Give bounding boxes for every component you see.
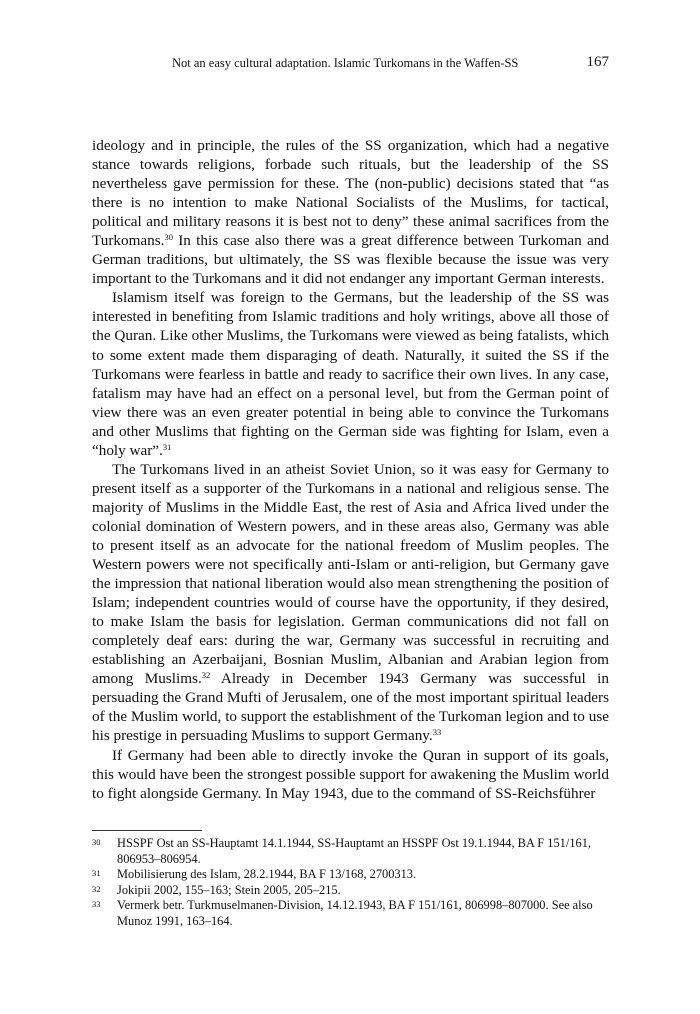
paragraph [92,288,609,459]
page-number: 167 [586,54,609,70]
footnote [92,883,609,899]
footnote-number: 33 [92,899,101,910]
footnote-reference: 31 [162,441,172,452]
paragraph-text: The Turkomans lived in an atheist Soviet Union, so it was easy for Germany to present itself as a supporter of the Turkomans in a national and religious sense. The majority of Muslims in the Middle East, the rest of Asia and Africa lived under the colonial domination of Western powers, and in these areas also, Germany was able to present itself as an advocate for the national freedom of Muslim peoples. The Western powers were not specifically anti-Islam or anti-religion, but Germany gave the impression that national liberation would also mean strengthening the position of Islam; independent countries would of course have the opportunity, if they desired, to make Islam the basis for legislation. German communications did not fall on completely deaf ears: during the war, Germany was successful in recruiting and establishing an Azerbaijani, Bosnian Muslim, Albanian and Arabian legion from among Muslims. [92,460,609,688]
paragraph-text: Islamism itself was foreign to the Germans, but the leadership of the SS was interested in benefiting from Islamic traditions and holy writings, above all those of the Quran. Like other Muslims, the Turkomans were viewed as being fatalists, which to some extent made them disparaging of death. Naturally, it suited the SS if the Turkomans were fearless in battle and ready to sacrifice their own lives. In any case, fatalism may have had an effect on a personal level, but from the German point of view there was an even greater potential in being able to convince the Turkomans and other Muslims that fighting on the German side was fighting for Islam, even a “holy war”. [92,289,609,459]
footnote-number: 31 [92,868,101,879]
paragraph [92,460,609,746]
paragraph-text: ideology and in principle, the rules of the SS organization, which had a negative stance towards religions, forbade such rituals, but the leadership of the SS nevertheless gave permission for these. The (non-public) decisions stated that “as there is no intention to make National Socialists of the Muslims, for tactical, political and military reasons it is best not to deny” these animal sacrifices from the Turkomans. [92,137,609,250]
body-text [92,136,609,803]
footnote-reference: 33 [432,727,442,738]
footnote-number: 30 [92,837,101,847]
paragraph [92,136,609,288]
footnote [92,867,609,883]
footnote-text: Vermerk betr. Turkmuselmanen-Division, 14.12.1943, BA F 151/161, 806998–807000. See also Munoz 1991, 163–164. [117,898,593,928]
footnote-text: Mobilisierung des Islam, 28.2.1944, BA F 13/168, 2700313. [117,867,417,882]
footnote-reference: 32 [201,670,211,681]
paragraph-text: In this case also there was a great difference between Turkoman and German traditions, but ultimately, the SS was flexible because the issue was very important to the Turkomans and it did not endanger any important German interests. [92,232,609,288]
footnote-text: HSSPF Ost an SS-Hauptamt 14.1.1944, SS-Hauptamt an HSSPF Ost 19.1.1944, BA F 151/161, 806953–806954. [117,836,592,866]
paragraph-text: If Germany had been able to directly invoke the Quran in support of its goals, this would have been the strongest possible support for awakening the Muslim world to fight alongside Germany. In May 1943, due to the command of SS-Reichsführer [92,746,609,802]
footnote [92,898,609,929]
running-header [92,55,609,75]
running-title: Not an easy cultural adaptation. Islamic Turkomans in the Waffen-SS [172,56,519,70]
footnote-reference: 30 [164,232,173,243]
footnote-number: 32 [92,883,101,894]
footnote-text: Jokipii 2002, 155–163; Stein 2005, 205–215. [117,882,341,897]
paragraph-text: Already in December 1943 Germany was successful in persuading the Grand Mufti of Jerusalem, one of the most important spiritual leaders of the Muslim world, to support the establishment of the Turkoman legion and to use his prestige in persuading Muslims to support Germany. [92,670,609,745]
footnote [92,836,609,867]
footnote-separator [92,830,202,831]
footnotes [92,836,609,930]
paragraph [92,746,609,803]
